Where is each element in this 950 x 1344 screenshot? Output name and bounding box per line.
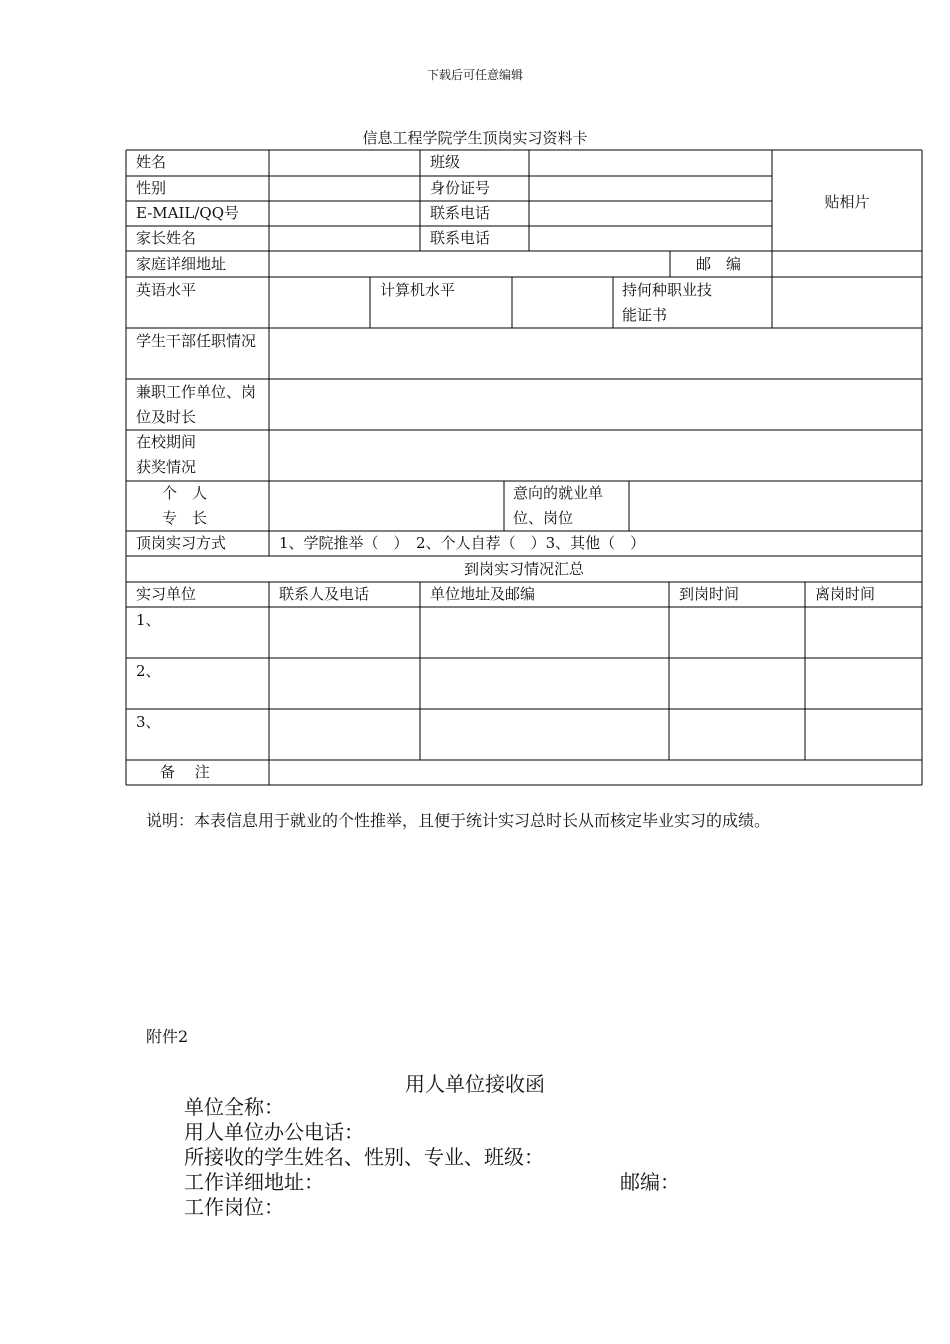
label-gender: 性别 [136, 179, 167, 197]
label-computer-level: 计算机水平 [380, 281, 456, 299]
summary-col-unit: 实习单位 [136, 585, 197, 603]
label-postcode: 邮 编 [696, 255, 742, 273]
label-specialty-2: 专 长 [162, 509, 208, 527]
header-note: 下载后可任意编辑 [426, 68, 523, 82]
summary-col-end: 离岗时间 [815, 585, 876, 603]
summary-col-address: 单位地址及邮编 [430, 585, 536, 603]
internship-mode-options: 1、学院推举（ ） 2、个人自荐（ ）3、其他（ ） [279, 534, 646, 552]
letter-work-address: 工作详细地址： [184, 1170, 324, 1194]
label-remarks: 备 注 [160, 763, 210, 781]
summary-row-2: 2、 [136, 662, 161, 680]
summary-col-contact: 联系人及电话 [279, 585, 370, 603]
photo-placeholder: 贴相片 [824, 193, 870, 211]
label-phone-2: 联系电话 [430, 229, 491, 247]
label-class: 班级 [430, 153, 461, 171]
letter-unit-name: 单位全称： [184, 1095, 284, 1119]
label-certificate: 持何种职业技能证书 [622, 281, 713, 324]
label-email-qq: E-MAIL/QQ号 [136, 204, 240, 222]
letter-position: 工作岗位： [184, 1195, 284, 1219]
letter-students: 所接收的学生姓名、性别、专业、班级： [184, 1145, 544, 1169]
letter-office-phone: 用人单位办公电话： [184, 1120, 364, 1144]
label-name: 姓名 [136, 153, 167, 171]
label-parent-name: 家长姓名 [136, 229, 197, 247]
label-specialty-1: 个 人 [162, 484, 208, 502]
label-home-address: 家庭详细地址 [136, 255, 227, 273]
letter-postcode: 邮编： [620, 1170, 680, 1194]
summary-row-3: 3、 [136, 713, 161, 731]
label-parttime: 兼职工作单位、岗位及时长 [136, 383, 257, 426]
letter-title: 用人单位接收函 [405, 1072, 545, 1096]
summary-title: 到岗实习情况汇总 [463, 560, 584, 578]
label-english-level: 英语水平 [136, 281, 197, 299]
label-cadre: 学生干部任职情况 [136, 332, 257, 350]
label-phone-1: 联系电话 [430, 204, 491, 222]
label-intended: 意向的就业单位、岗位 [513, 484, 604, 527]
summary-row-1: 1、 [136, 611, 161, 629]
form-title: 信息工程学院学生顶岗实习资料卡 [362, 129, 588, 147]
attachment-label: 附件2 [146, 1027, 189, 1046]
label-awards-1: 在校期间 [136, 433, 197, 451]
label-internship-mode: 顶岗实习方式 [136, 534, 227, 552]
summary-col-start: 到岗时间 [679, 585, 740, 603]
form-note: 说明：本表信息用于就业的个性推举，且便于统计实习总时长从而核定毕业实习的成绩。 [146, 811, 771, 830]
label-id-number: 身份证号 [430, 179, 491, 197]
label-awards-2: 获奖情况 [136, 458, 197, 476]
